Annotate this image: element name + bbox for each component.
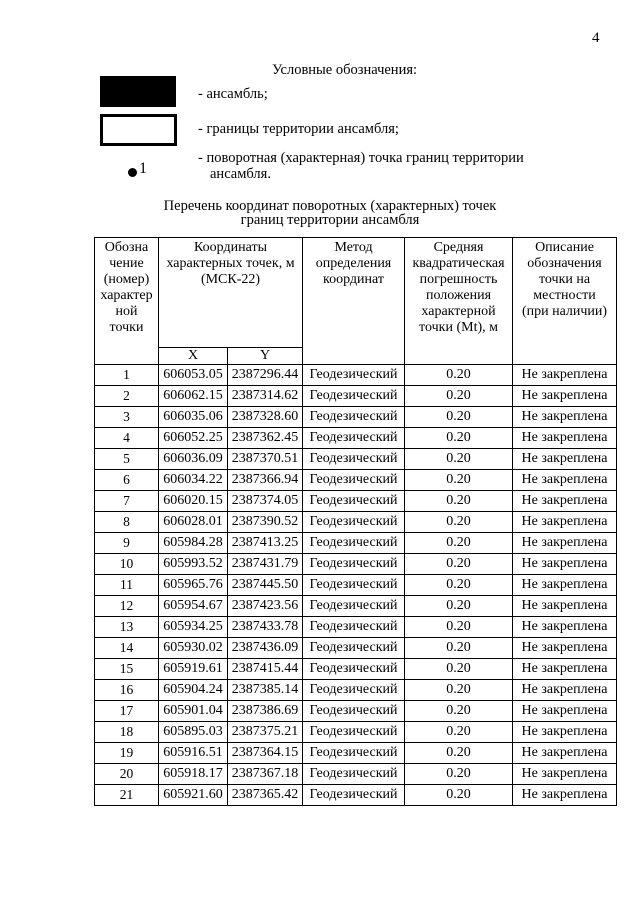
x-coordinate-cell: 606052.25: [159, 428, 228, 449]
point-number-cell: 5: [95, 449, 159, 470]
legend-point-label: 1: [139, 160, 147, 177]
point-number-cell: 6: [95, 470, 159, 491]
table-row: [95, 785, 617, 806]
table-title: [110, 199, 550, 227]
error-cell: 0.20: [405, 512, 513, 533]
error-cell: 0.20: [405, 386, 513, 407]
x-coordinate-cell: 606028.01: [159, 512, 228, 533]
legend-text-turning-point-line1: - поворотная (характерная) точка границ территории: [198, 150, 524, 166]
x-coordinate-cell: 606034.22: [159, 470, 228, 491]
error-cell: 0.20: [405, 764, 513, 785]
x-coordinate-cell: 606062.15: [159, 386, 228, 407]
y-coordinate-cell: 2387386.69: [228, 701, 303, 722]
method-cell: Геодезический: [303, 764, 405, 785]
point-number-cell: 15: [95, 659, 159, 680]
y-coordinate-cell: 2387364.15: [228, 743, 303, 764]
table-row: [95, 533, 617, 554]
method-cell: Геодезический: [303, 428, 405, 449]
point-number-cell: 8: [95, 512, 159, 533]
description-cell: Не закреплена: [513, 617, 617, 638]
coordinates-table: [94, 237, 617, 806]
y-coordinate-cell: 2387423.56: [228, 596, 303, 617]
y-coordinate-cell: 2387385.14: [228, 680, 303, 701]
table-row: [95, 659, 617, 680]
header-coordinates: Координаты характерных точек, м (МСК-22): [159, 238, 303, 348]
table-row: [95, 491, 617, 512]
y-coordinate-cell: 2387413.25: [228, 533, 303, 554]
y-coordinate-cell: 2387415.44: [228, 659, 303, 680]
method-cell: Геодезический: [303, 617, 405, 638]
x-coordinate-cell: 605904.24: [159, 680, 228, 701]
error-cell: 0.20: [405, 785, 513, 806]
description-cell: Не закреплена: [513, 785, 617, 806]
method-cell: Геодезический: [303, 680, 405, 701]
description-cell: Не закреплена: [513, 764, 617, 785]
description-cell: Не закреплена: [513, 638, 617, 659]
method-cell: Геодезический: [303, 491, 405, 512]
x-coordinate-cell: 606035.06: [159, 407, 228, 428]
description-cell: Не закреплена: [513, 575, 617, 596]
header-y: Y: [228, 348, 303, 365]
error-cell: 0.20: [405, 743, 513, 764]
description-cell: Не закреплена: [513, 512, 617, 533]
error-cell: 0.20: [405, 554, 513, 575]
table-row: [95, 575, 617, 596]
method-cell: Геодезический: [303, 512, 405, 533]
page-number: 4: [592, 30, 600, 46]
description-cell: Не закреплена: [513, 470, 617, 491]
description-cell: Не закреплена: [513, 428, 617, 449]
header-point-number: Обозна чение (номер) характер ной точки: [95, 238, 159, 365]
description-cell: Не закреплена: [513, 533, 617, 554]
method-cell: Геодезический: [303, 407, 405, 428]
x-coordinate-cell: 605934.25: [159, 617, 228, 638]
method-cell: Геодезический: [303, 470, 405, 491]
x-coordinate-cell: 606036.09: [159, 449, 228, 470]
error-cell: 0.20: [405, 470, 513, 491]
description-cell: Не закреплена: [513, 701, 617, 722]
error-cell: 0.20: [405, 617, 513, 638]
point-number-cell: 4: [95, 428, 159, 449]
point-number-cell: 12: [95, 596, 159, 617]
table-row: [95, 743, 617, 764]
error-cell: 0.20: [405, 407, 513, 428]
y-coordinate-cell: 2387328.60: [228, 407, 303, 428]
point-number-cell: 21: [95, 785, 159, 806]
x-coordinate-cell: 605921.60: [159, 785, 228, 806]
method-cell: Геодезический: [303, 575, 405, 596]
table-row: [95, 554, 617, 575]
method-cell: Геодезический: [303, 722, 405, 743]
error-cell: 0.20: [405, 659, 513, 680]
x-coordinate-cell: 605930.02: [159, 638, 228, 659]
error-cell: 0.20: [405, 722, 513, 743]
error-cell: 0.20: [405, 596, 513, 617]
point-number-cell: 13: [95, 617, 159, 638]
y-coordinate-cell: 2387367.18: [228, 764, 303, 785]
point-number-cell: 17: [95, 701, 159, 722]
method-cell: Геодезический: [303, 365, 405, 386]
y-coordinate-cell: 2387436.09: [228, 638, 303, 659]
point-number-cell: 16: [95, 680, 159, 701]
header-description: Описание обозначения точки на местности (при наличии): [513, 238, 617, 365]
method-cell: Геодезический: [303, 533, 405, 554]
point-number-cell: 19: [95, 743, 159, 764]
y-coordinate-cell: 2387366.94: [228, 470, 303, 491]
description-cell: Не закреплена: [513, 386, 617, 407]
legend-title: Условные обозначения:: [272, 62, 418, 78]
point-number-cell: 9: [95, 533, 159, 554]
description-cell: Не закреплена: [513, 491, 617, 512]
method-cell: Геодезический: [303, 386, 405, 407]
y-coordinate-cell: 2387296.44: [228, 365, 303, 386]
y-coordinate-cell: 2387362.45: [228, 428, 303, 449]
y-coordinate-cell: 2387365.42: [228, 785, 303, 806]
error-cell: 0.20: [405, 638, 513, 659]
header-error: Средняя квадратическая погрешность положения характерной точки (Mt), м: [405, 238, 513, 365]
point-number-cell: 20: [95, 764, 159, 785]
point-number-cell: 1: [95, 365, 159, 386]
table-row: [95, 680, 617, 701]
x-coordinate-cell: 605916.51: [159, 743, 228, 764]
table-row: [95, 764, 617, 785]
table-row: [95, 638, 617, 659]
table-title-line1: Перечень координат поворотных (характерных) точек: [163, 198, 497, 214]
table-row: [95, 365, 617, 386]
table-row: [95, 470, 617, 491]
table-row: [95, 386, 617, 407]
x-coordinate-cell: 605954.67: [159, 596, 228, 617]
table-row: [95, 407, 617, 428]
y-coordinate-cell: 2387375.21: [228, 722, 303, 743]
error-cell: 0.20: [405, 428, 513, 449]
x-coordinate-cell: 605901.04: [159, 701, 228, 722]
x-coordinate-cell: 605918.17: [159, 764, 228, 785]
error-cell: 0.20: [405, 365, 513, 386]
description-cell: Не закреплена: [513, 365, 617, 386]
description-cell: Не закреплена: [513, 659, 617, 680]
error-cell: 0.20: [405, 449, 513, 470]
description-cell: Не закреплена: [513, 722, 617, 743]
legend-text-boundary: - границы территории ансамбля;: [198, 121, 399, 137]
legend-swatch-boundary: [100, 114, 177, 146]
legend-text-turning-point-line2: ансамбля.: [210, 166, 271, 182]
x-coordinate-cell: 605965.76: [159, 575, 228, 596]
x-coordinate-cell: 606053.05: [159, 365, 228, 386]
method-cell: Геодезический: [303, 743, 405, 764]
legend-point-marker: [128, 160, 147, 178]
table-row: [95, 449, 617, 470]
point-number-cell: 11: [95, 575, 159, 596]
y-coordinate-cell: 2387431.79: [228, 554, 303, 575]
error-cell: 0.20: [405, 533, 513, 554]
y-coordinate-cell: 2387433.78: [228, 617, 303, 638]
description-cell: Не закреплена: [513, 449, 617, 470]
y-coordinate-cell: 2387374.05: [228, 491, 303, 512]
method-cell: Геодезический: [303, 449, 405, 470]
table-row: [95, 512, 617, 533]
point-number-cell: 3: [95, 407, 159, 428]
table-row: [95, 428, 617, 449]
point-number-cell: 10: [95, 554, 159, 575]
header-method: Метод определения координат: [303, 238, 405, 365]
y-coordinate-cell: 2387445.50: [228, 575, 303, 596]
point-number-cell: 2: [95, 386, 159, 407]
method-cell: Геодезический: [303, 659, 405, 680]
legend-text-turning-point: [198, 150, 524, 182]
x-coordinate-cell: 605984.28: [159, 533, 228, 554]
y-coordinate-cell: 2387370.51: [228, 449, 303, 470]
header-x: X: [159, 348, 228, 365]
point-dot-icon: [128, 168, 137, 177]
method-cell: Геодезический: [303, 701, 405, 722]
x-coordinate-cell: 605919.61: [159, 659, 228, 680]
y-coordinate-cell: 2387314.62: [228, 386, 303, 407]
description-cell: Не закреплена: [513, 554, 617, 575]
table-title-line2: границ территории ансамбля: [240, 212, 420, 228]
x-coordinate-cell: 606020.15: [159, 491, 228, 512]
description-cell: Не закреплена: [513, 596, 617, 617]
table-row: [95, 722, 617, 743]
point-number-cell: 14: [95, 638, 159, 659]
description-cell: Не закреплена: [513, 407, 617, 428]
legend-text-ensemble: - ансамбль;: [198, 86, 268, 102]
method-cell: Геодезический: [303, 554, 405, 575]
table-row: [95, 701, 617, 722]
table-row: [95, 617, 617, 638]
point-number-cell: 7: [95, 491, 159, 512]
table-row: [95, 596, 617, 617]
description-cell: Не закреплена: [513, 743, 617, 764]
error-cell: 0.20: [405, 680, 513, 701]
x-coordinate-cell: 605993.52: [159, 554, 228, 575]
method-cell: Геодезический: [303, 596, 405, 617]
method-cell: Геодезический: [303, 785, 405, 806]
x-coordinate-cell: 605895.03: [159, 722, 228, 743]
legend-swatch-ensemble: [100, 76, 176, 107]
description-cell: Не закреплена: [513, 680, 617, 701]
point-number-cell: 18: [95, 722, 159, 743]
error-cell: 0.20: [405, 575, 513, 596]
method-cell: Геодезический: [303, 638, 405, 659]
error-cell: 0.20: [405, 491, 513, 512]
y-coordinate-cell: 2387390.52: [228, 512, 303, 533]
error-cell: 0.20: [405, 701, 513, 722]
